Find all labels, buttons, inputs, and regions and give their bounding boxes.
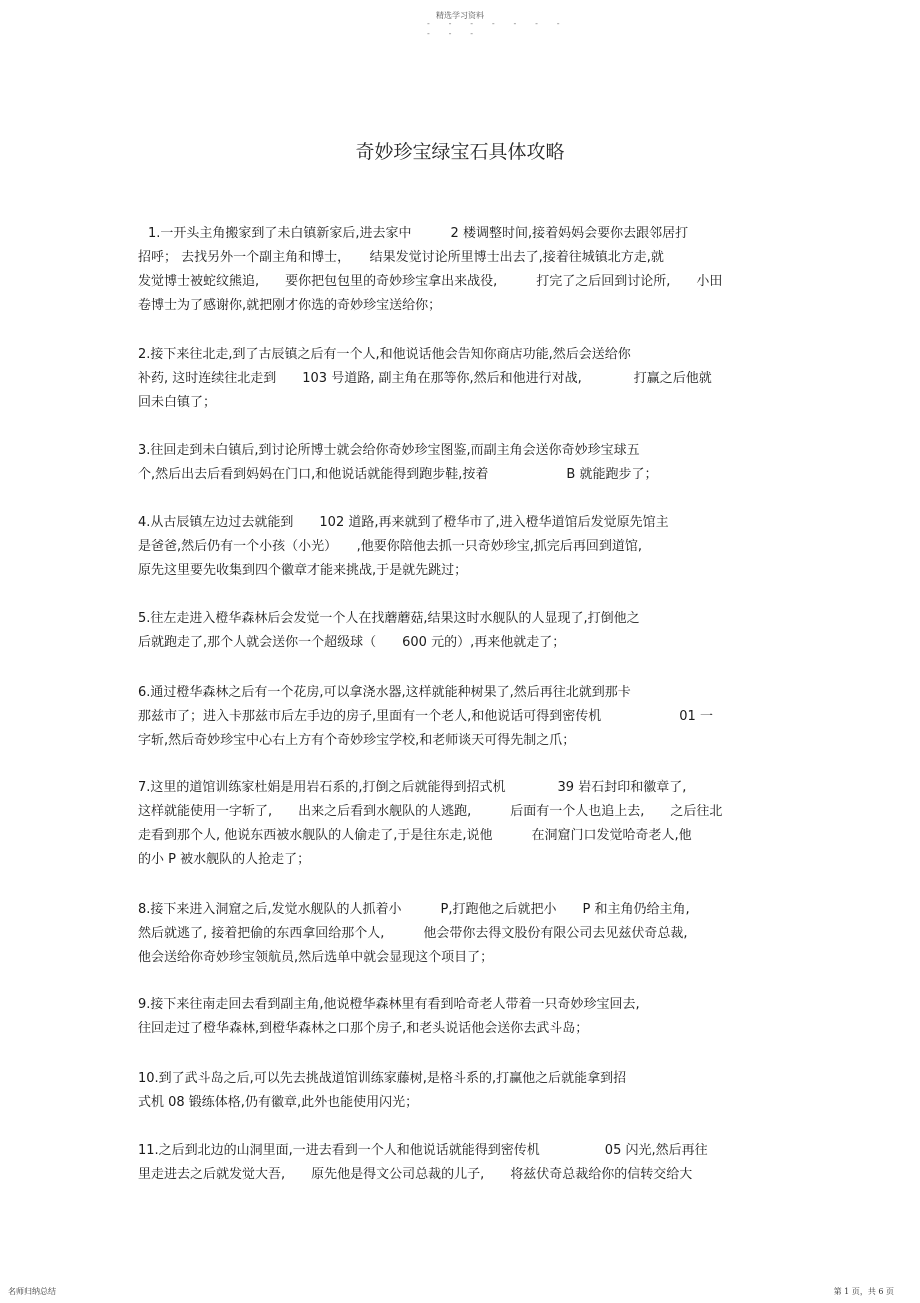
- paragraph-line: 那兹市了；进入卡那兹市后左手边的房子,里面有一个老人,和他说话可得到密传机 01 一: [138, 709, 713, 724]
- header-dashes: - - -: [426, 29, 481, 38]
- paragraph-line: 的小 P 被水舰队的人抢走了；: [138, 852, 311, 867]
- paragraph-line: 原先这里要先收集到四个徽章才能来挑战,于是就先跳过；: [138, 563, 468, 578]
- paragraph-line: 往回走过了橙华森林,到橙华森林之口那个房子,和老头说话他会送你去武斗岛；: [138, 1021, 589, 1036]
- paragraph-5: [138, 607, 798, 655]
- paragraph-line: 8.接下来进入洞窟之后,发觉水舰队的人抓着小 P,打跑他之后就把小 P 和主角仍给主角,: [138, 902, 690, 917]
- header-label: 精选学习资料: [436, 11, 484, 20]
- paragraph-line: 3.往回走到未白镇后,到讨论所博士就会给你奇妙珍宝图鉴,而副主角会送你奇妙珍宝球五: [138, 443, 640, 458]
- paragraph-line: 招呼； 去找另外一个副主角和博士， 结果发觉讨论所里博士出去了,接着往城镇北方走,就: [138, 250, 664, 265]
- paragraph-line: 1.一开头主角搬家到了未白镇新家后,进去家中 2 楼调整时间,接着妈妈会要你去跟邻居打: [148, 226, 689, 241]
- paragraph-line: 他会送给你奇妙珍宝领航员,然后选单中就会显现这个项目了；: [138, 950, 494, 965]
- paragraph-line: 回未白镇了；: [138, 395, 217, 410]
- paragraph-line: 发觉博士被蛇纹熊追, 要你把包包里的奇妙珍宝拿出来战役, 打完了之后回到讨论所, 小田: [138, 274, 723, 289]
- paragraph-1: [138, 222, 798, 318]
- paragraph-line: 式机 08 锻练体格,仍有徽章,此外也能使用闪光；: [138, 1095, 419, 1110]
- paragraph-2: [138, 343, 798, 415]
- paragraph-line: 4.从古辰镇左边过去就能到 102 道路,再来就到了橙华市了,进入橙华道馆后发觉原先馆主: [138, 515, 669, 530]
- paragraph-4: [138, 511, 798, 583]
- paragraph-line: 卷博士为了感谢你,就把刚才你选的奇妙珍宝送给你；: [138, 298, 442, 313]
- paragraph-line: 里走进去之后就发觉大吾, 原先他是得文公司总裁的儿子, 将兹伏奇总裁给你的信转交给大: [138, 1167, 693, 1182]
- paragraph-line: 5.往左走进入橙华森林后会发觉一个人在找蘑蘑菇,结果这时水舰队的人显现了,打倒他之: [138, 611, 640, 626]
- paragraph-10: [138, 1067, 798, 1115]
- paragraph-line: 是爸爸,然后仍有一个小孩（小光） ,他要你陪他去抓一只奇妙珍宝,抓完后再回到道馆,: [138, 539, 643, 554]
- paragraph-line: 个,然后出去后看到妈妈在门口,和他说话就能得到跑步鞋,按着 B 就能跑步了；: [138, 467, 658, 482]
- paragraph-3: [138, 439, 798, 487]
- paragraph-line: 走看到那个人, 他说东西被水舰队的人偷走了,于是往东走,说他 在洞窟门口发觉哈奇老人,他: [138, 828, 692, 843]
- paragraph-line: 10.到了武斗岛之后,可以先去挑战道馆训练家藤树,是格斗系的,打赢他之后就能拿到招: [138, 1071, 627, 1086]
- paragraph-line: 6.通过橙华森林之后有一个花房,可以拿浇水器,这样就能种树果了,然后再往北就到那卡: [138, 685, 631, 700]
- paragraph-9: [138, 993, 798, 1041]
- paragraph-line: 后就跑走了,那个人就会送你一个超级球（ 600 元的）,再来他就走了；: [138, 635, 566, 650]
- document-title: 奇妙珍宝绿宝石具体攻略: [355, 141, 565, 163]
- footer-label: 名师归纳总结: [8, 1287, 56, 1296]
- paragraph-line: 补药, 这时连续往北走到 103 号道路, 副主角在那等你,然后和他进行对战, 打赢之后他就: [138, 371, 712, 386]
- paragraph-line: 2.接下来往北走,到了古辰镇之后有一个人,和他说话他会告知你商店功能,然后会送给你: [138, 347, 631, 362]
- paragraph-8: [138, 898, 798, 970]
- header-dashes: - - - - - - -: [426, 19, 567, 28]
- paragraph-7: [138, 776, 798, 872]
- paragraph-line: 然后就逃了, 接着把偷的东西拿回给那个人, 他会带你去得文股份有限公司去见兹伏奇总裁,: [138, 926, 688, 941]
- paragraph-6: [138, 681, 798, 753]
- paragraph-line: 字斩,然后奇妙珍宝中心右上方有个奇妙珍宝学校,和老师谈天可得先制之爪；: [138, 733, 576, 748]
- paragraph-11: [138, 1139, 798, 1187]
- paragraph-line: 7.这里的道馆训练家杜娟是用岩石系的,打倒之后就能得到招式机 39 岩石封印和徽章了,: [138, 780, 687, 795]
- paragraph-line: 11.之后到北边的山洞里面,一进去看到一个人和他说话就能得到密传机 05 闪光,然后再往: [138, 1143, 708, 1158]
- paragraph-line: 这样就能使用一字斩了, 出来之后看到水舰队的人逃跑, 后面有一个人也追上去, 之后往北: [138, 804, 723, 819]
- page-number: 第 1 页，共 6 页: [833, 1287, 894, 1296]
- paragraph-line: 9.接下来往南走回去看到副主角,他说橙华森林里有看到哈奇老人带着一只奇妙珍宝回去,: [138, 997, 640, 1012]
